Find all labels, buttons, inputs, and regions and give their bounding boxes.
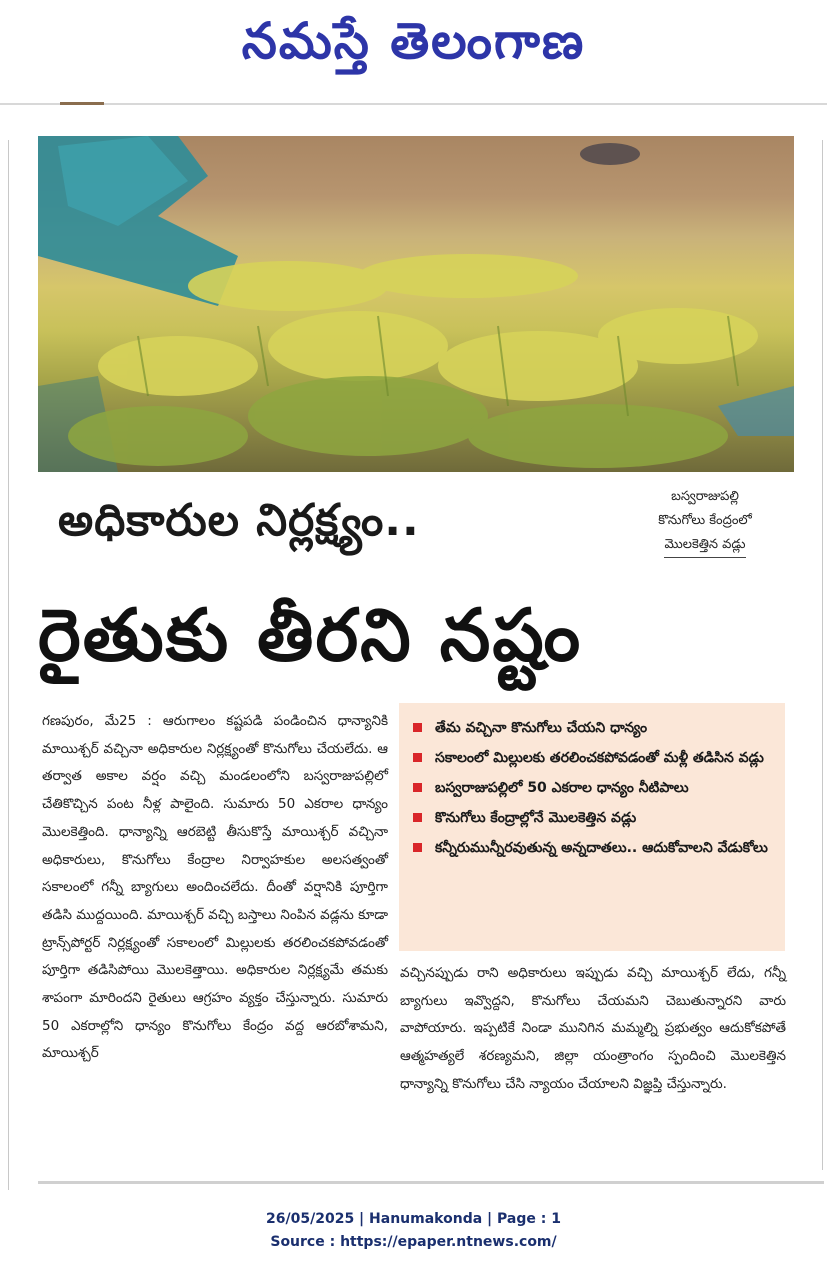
highlight-item — [411, 803, 773, 833]
article-headline: రైతుకు తీరని నష్టం — [38, 593, 583, 677]
field-photo — [38, 136, 794, 472]
highlight-item — [411, 773, 773, 803]
masthead-title: నమస్తే తెలంగాణ — [241, 12, 586, 70]
photo-caption — [620, 485, 790, 558]
red-square-bullet-icon — [413, 753, 422, 762]
masthead-divider — [0, 103, 827, 105]
bottom-divider — [38, 1181, 824, 1184]
footer-source-link[interactable]: Source : https://epaper.ntnews.com/ — [270, 1234, 557, 1250]
highlight-text: సకాలంలో మిల్లులకు తరలించకపోవడంతో మళ్లీ తడిసిన వడ్లు — [435, 750, 764, 766]
field-photo-illustration — [38, 136, 794, 472]
page-edge-right — [822, 140, 823, 1170]
highlight-item — [411, 833, 773, 863]
red-square-bullet-icon — [413, 843, 422, 852]
article-kicker: అధికారుల నిర్లక్ష్యం.. — [58, 495, 420, 546]
footer-dateline: 26/05/2025 | Hanumakonda | Page : 1 — [266, 1211, 561, 1227]
article-body-right: వచ్చినప్పుడు రాని అధికారులు ఇప్పుడు వచ్చి మాయిశ్చర్ లేదు, గన్నీ బ్యాగులు ఇవ్వొద్దని, కొనుగోలు చేయమని చెబుతున్నారని వారు వాపోయారు. ఇప్పటికే నిండా మునిగిన మమ్మల్ని ప్రభుత్వం ఆదుకోకపోతే ఆత్మహత్యలే శరణ్యమని, జిల్లా యంత్రాంగం స్పందించి మొలకెత్తిన ధాన్యాన్ని కొనుగోలు చేసి న్యాయం చేయాలని విజ్ఞప్తి చేస్తున్నారు. — [400, 965, 786, 1092]
red-square-bullet-icon — [413, 813, 422, 822]
highlight-text: తేమ వచ్చినా కొనుగోలు చేయని ధాన్యం — [435, 720, 648, 736]
masthead-accent — [60, 102, 104, 105]
highlight-item — [411, 713, 773, 743]
highlight-text: కొనుగోలు కేంద్రాల్లోనే మొలకెత్తిన వడ్లు — [435, 810, 637, 826]
red-square-bullet-icon — [413, 783, 422, 792]
article-body-left: గణపురం, మే25 : ఆరుగాలం కష్టపడి పండించిన ధాన్యానికి మాయిశ్చర్ వచ్చినా అధికారుల నిర్లక్ష్యంతో కొనుగోలు చేయలేదు. ఆ తర్వాత అకాల వర్షం వచ్చి మండలంలోని బస్వరాజుపల్లిలో చేతికొచ్చిన పంట నీళ్ల పాలైంది. సుమారు 50 ఎకరాల ధాన్యం మొలకెత్తింది. ధాన్యాన్ని ఆరబెట్టి తీసుకొస్తే మాయిశ్చర్ వచ్చినా అధికారులు, కొనుగోలు కేంద్రాల నిర్వాహకుల అలసత్వంతో సకాలంలో గన్నీ బ్యాగులు అందించలేదు. దీంతో వర్షానికి పూర్తిగా తడిసి ముద్దయింది. మాయిశ్చర్ వచ్చి బస్తాలు నింపిన వడ్లను కూడా ట్రాన్స్‌పోర్టర్ నిర్లక్ష్యంతో సకాలంలో మిల్లులకు తరలించకపోవడంతో పూర్తిగా తడిసిపోయి మొలకెత్తాయి. అధికారుల నిర్లక్ష్యమే తమకు శాపంగా మారిందని రైతులు ఆగ్రహం వ్యక్తం చేస్తున్నారు. సుమారు 50 ఎకరాల్లోని ధాన్యం కొనుగోలు కేంద్రం వద్ద ఆరబోశామని, మాయిశ్చర్ — [42, 713, 388, 1062]
highlight-text: కన్నీరుమున్నీరవుతున్న అన్నదాతలు.. ఆదుకోవాలని వేడుకోలు — [435, 840, 768, 856]
page-edge-left — [8, 140, 9, 1190]
page-footer — [0, 1208, 827, 1254]
highlight-item — [411, 743, 773, 773]
caption-line: బస్వరాజుపల్లి — [671, 489, 739, 504]
highlights-box — [399, 703, 785, 951]
caption-line: మొలకెత్తిన వడ్లు — [664, 533, 745, 558]
red-square-bullet-icon — [413, 723, 422, 732]
highlight-text: బస్వరాజుపల్లిలో 50 ఎకరాల ధాన్యం నీటిపాలు — [435, 780, 689, 796]
caption-line: కొనుగోలు కేంద్రంలో — [658, 513, 752, 528]
